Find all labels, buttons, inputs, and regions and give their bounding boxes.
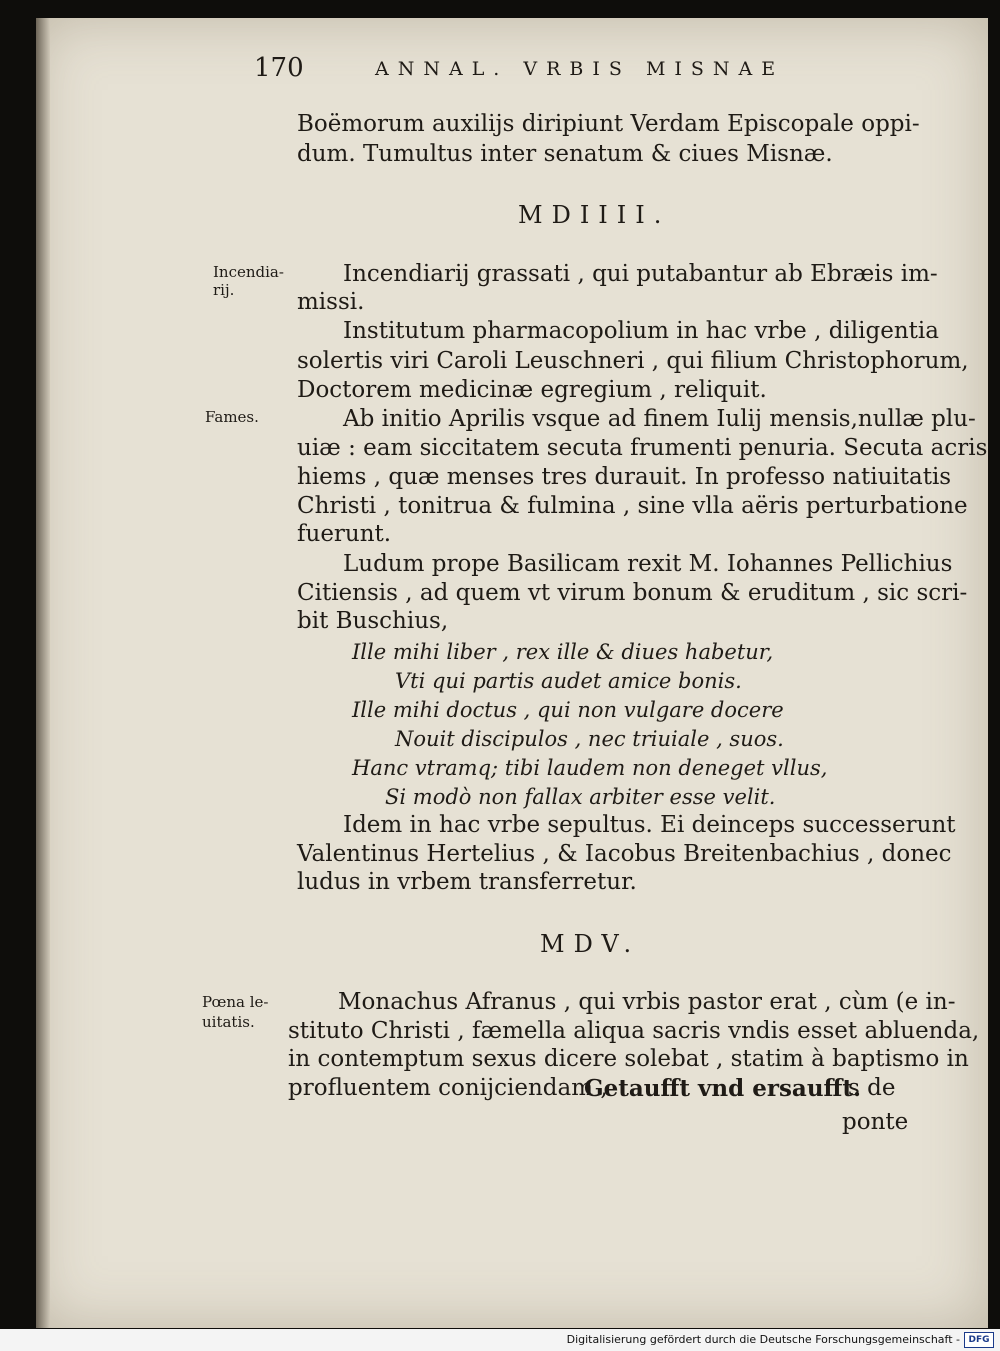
text-line: fuerunt.: [297, 521, 392, 547]
text-line: Ab initio Aprilis vsque ad finem Iulij mensis,nullæ plu-: [343, 406, 976, 432]
page-gutter-shadow: [36, 18, 50, 1328]
text-line: Incendiarij grassati , qui putabantur ab Ebræis im-: [343, 261, 938, 287]
text-line: bit Buschius,: [297, 608, 449, 634]
text-line: Christi , tonitrua & fulmina , sine vlla aëris perturbatione: [297, 493, 968, 519]
text-line: Valentinus Hertelius , & Iacobus Breitenbachius , donec: [297, 841, 952, 867]
text-line: profluentem conijciendam ,: [288, 1075, 608, 1101]
digitization-footer: [0, 1329, 1000, 1351]
margin-note-poena-1: Pœna le-: [202, 993, 269, 1011]
verse-line: Hanc vtramq; tibi laudem non deneget vllus,: [352, 756, 828, 780]
text-line: Idem in hac vrbe sepultus. Ei deinceps successerunt: [343, 812, 956, 838]
text-line: s de: [848, 1075, 896, 1101]
year-heading-1504: MDIIII.: [518, 201, 671, 229]
margin-note-incendiarii-1: Incendia-: [213, 263, 284, 281]
verse-line: Ille mihi doctus , qui non vulgare docere: [352, 698, 784, 722]
margin-note-fames: Fames.: [205, 408, 259, 426]
text-line: uiæ : eam siccitatem secuta frumenti penuria. Secuta acris: [297, 435, 988, 461]
year-heading-1505: MDV.: [540, 930, 641, 958]
text-line: Doctorem medicinæ egregium , reliquit.: [297, 377, 767, 403]
footer-credit: Digitalisierung gefördert durch die Deutsche Forschungsgemeinschaft -: [566, 1333, 960, 1346]
text-line: Monachus Afranus , qui vrbis pastor erat , cùm (e in-: [338, 989, 956, 1015]
dfg-logo: DFG: [964, 1332, 994, 1348]
verse-line: Vti qui partis audet amice bonis.: [395, 669, 742, 693]
text-line: stituto Christi , fæmella aliqua sacris vndis esset abluenda,: [288, 1018, 980, 1044]
text-line: dum. Tumultus inter senatum & ciues Misnæ.: [297, 141, 833, 167]
text-line: Citiensis , ad quem vt virum bonum & eruditum , sic scri-: [297, 580, 968, 606]
verse-line: Si modò non fallax arbiter esse velit.: [385, 785, 776, 809]
margin-note-incendiarii-2: rij.: [213, 281, 235, 299]
catchword: ponte: [842, 1109, 909, 1135]
text-line: solertis viri Caroli Leuschneri , qui filium Christophorum,: [297, 348, 969, 374]
text-line: in contemptum sexus dicere solebat , statim à baptismo in: [288, 1046, 969, 1072]
text-line: Boëmorum auxilijs diripiunt Verdam Episcopale oppi-: [297, 111, 920, 137]
text-line: hiems , quæ menses tres durauit. In professo natiuitatis: [297, 464, 952, 490]
text-line: missi.: [297, 289, 365, 315]
margin-note-poena-2: uitatis.: [202, 1013, 255, 1031]
text-line: Ludum prope Basilicam rexit M. Iohannes Pellichius: [343, 551, 953, 577]
text-line: Institutum pharmacopolium in hac vrbe , diligentia: [343, 318, 939, 344]
verse-line: Nouit discipulos , nec triuiale , suos.: [395, 727, 784, 751]
text-line: ludus in vrbem transferretur.: [297, 869, 637, 895]
page-number: 170: [254, 53, 304, 83]
running-title: ANNAL. VRBIS MISNAE: [375, 58, 785, 80]
german-phrase: Getaufft vnd ersaufft.: [584, 1075, 862, 1102]
verse-line: Ille mihi liber , rex ille & diues habetur,: [352, 640, 774, 664]
